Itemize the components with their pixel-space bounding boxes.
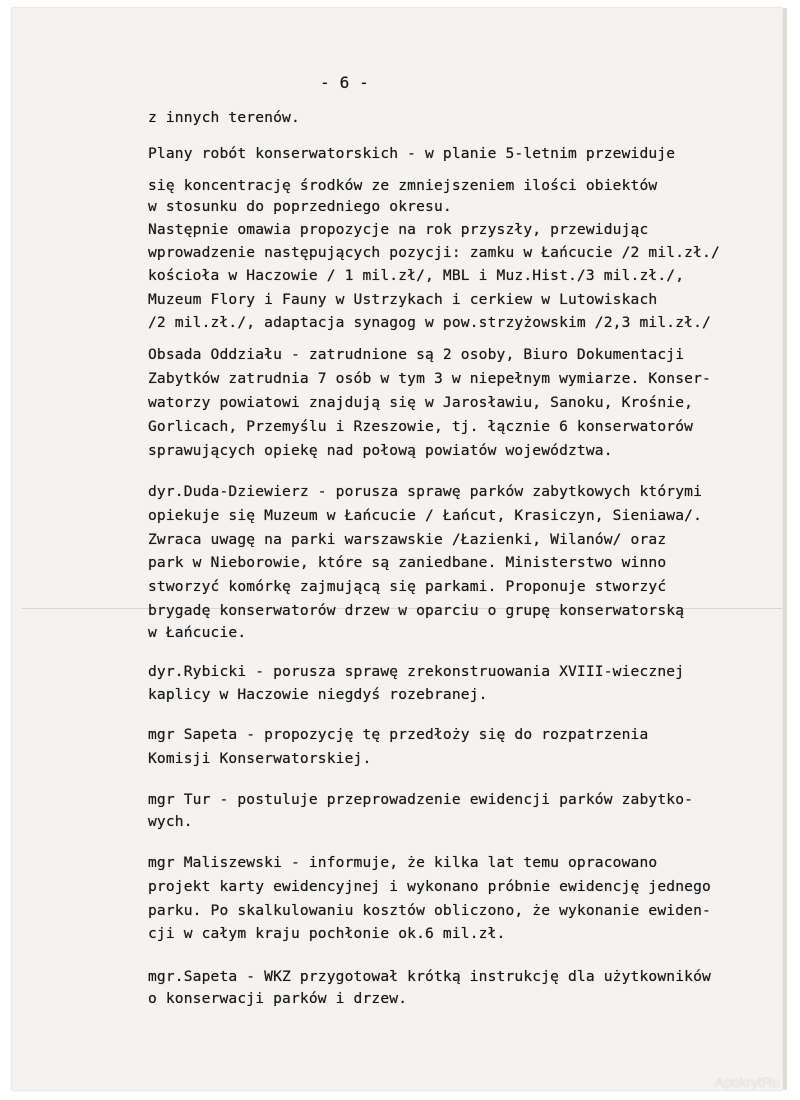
text-line: Gorlicach, Przemyślu i Rzeszowie, tj. łącznie 6 konserwatorów [148, 418, 694, 435]
text-line: Zwraca uwagę na parki warszawskie /Łazienki, Wilanów/ oraz [148, 531, 667, 548]
text-line: park w Nieborowie, które są zaniedbane. Ministerstwo winno [148, 554, 667, 571]
text-line: mgr Maliszewski - informuje, że kilka lat temu opracowano [148, 854, 658, 871]
text-line: dyr.Duda-Dziewierz - porusza sprawę parków zabytkowych którymi [148, 483, 703, 500]
text-line: kościoła w Haczowie / 1 mil.zł/, MBL i Muz.Hist./3 mil.zł./, [148, 267, 685, 284]
text-line: w stosunku do poprzedniego okresu. [148, 198, 452, 215]
text-line: w Łańcucie. [148, 624, 247, 641]
paper-edge [783, 8, 787, 1090]
text-line: stworzyć komórkę zajmującą się parkami. Proponuje stworzyć [148, 578, 667, 595]
text-line: sprawujących opiekę nad połową powiatów województwa. [148, 442, 613, 459]
text-line: wych. [148, 813, 193, 830]
text-line: mgr Sapeta - propozycję tę przedłoży się do rozpatrzenia [148, 726, 649, 743]
page-number: - 6 - [320, 73, 369, 92]
text-line: Komisji Konserwatorskiej. [148, 750, 372, 767]
text-line: Zabytków zatrudnia 7 osób w tym 3 w niepełnym wymiarze. Konser- [148, 370, 711, 387]
text-line: dyr.Rybicki - porusza sprawę zrekonstruowania XVIII-wiecznej [148, 663, 685, 680]
text-line: mgr.Sapeta - WKZ przygotował krótką instrukcję dla użytkowników [148, 968, 711, 985]
text-line: /2 mil.zł./, adaptacja synagog w pow.strzyżowskim /2,3 mil.zł./ [148, 314, 711, 331]
text-line: kaplicy w Haczowie niegdyś rozebranej. [148, 686, 488, 703]
text-line: z innych terenów. [148, 109, 300, 126]
text-line: watorzy powiatowi znajdują się w Jarosławiu, Sanoku, Krośnie, [148, 394, 694, 411]
text-line: opiekuje się Muzeum w Łańcucie / Łańcut, Krasiczyn, Sieniawa/. [148, 507, 703, 524]
text-line: mgr Tur - postuluje przeprowadzenie ewidencji parków zabytko- [148, 791, 694, 808]
text-line: projekt karty ewidencyjnej i wykonano próbnie ewidencję jednego [148, 878, 711, 895]
text-line: wprowadzenie następujących pozycji: zamku w Łańcucie /2 mil.zł./ [148, 244, 720, 261]
text-line: Następnie omawia propozycje na rok przyszły, przewidując [148, 221, 649, 238]
text-line: Obsada Oddziału - zatrudnione są 2 osoby, Biuro Dokumentacji [148, 346, 685, 363]
text-line: się koncentrację środków ze zmniejszeniem ilości obiektów [148, 177, 658, 194]
text-line: cji w całym kraju pochłonie ok.6 mil.zł. [148, 925, 506, 942]
text-line: parku. Po skalkulowaniu kosztów obliczono, że wykonanie ewiden- [148, 902, 711, 919]
text-line: Plany robót konserwatorskich - w planie 5-letnim przewiduje [148, 145, 676, 162]
text-line: Muzeum Flory i Fauny w Ustrzykach i cerkiew w Lutowiskach [148, 291, 658, 308]
text-line: o konserwacji parków i drzew. [148, 990, 408, 1007]
watermark: ApokrytRu [714, 1074, 780, 1090]
text-line: brygadę konserwatorów drzew w oparciu o grupę konserwatorską [148, 602, 685, 619]
